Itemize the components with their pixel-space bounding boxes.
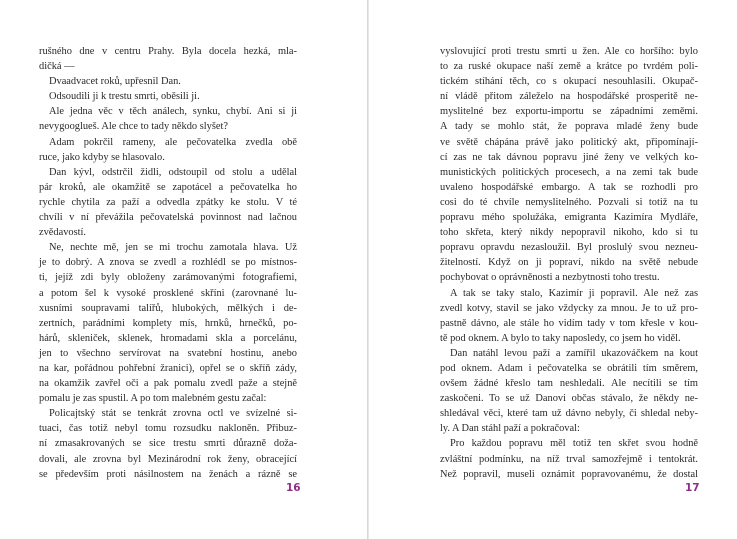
text-line: Policajtský stát se tenkrát zrovna octl ve svízelné si-: [49, 408, 297, 420]
text-line: zertních, parádními komplety mís, hrnků, hrnečků, po-: [39, 317, 297, 329]
text-line: Dvaadvacet roků, upřesnil Dan.: [49, 76, 181, 88]
text-line: munistických politických procesech, a na zemi tak bude: [440, 166, 698, 178]
text-line: shledával věci, které tam už dávno nebyly, či shledal neby-: [440, 408, 698, 420]
text-line: ovšem žádné křeslo tam neshledali. Ale necítili se tím: [440, 378, 698, 390]
text-line: na kar, pořádnou pohřební žranici), opřel se o skříň zády,: [39, 362, 297, 374]
text-line: A tak se taky stalo, Kazimír ji popravil. Ale než zas: [450, 287, 698, 299]
text-line: ly. A Dan stáhl paží a pokračoval:: [440, 423, 580, 435]
text-line: ní vládě přitom záleželo na hospodářské prosperitě ne-: [440, 91, 698, 103]
text-line: Pro každou popravu měl totiž ten skřet svou hodně: [450, 438, 698, 450]
text-line: tuaci, čas totiž nebyl tomu rozsudku nakloněn. Přibuz-: [39, 423, 297, 435]
text-line: popravu opravdu nezasloužil. Byl proslulý svou nezneu-: [440, 242, 698, 254]
text-line: A tady se mohlo stát, že poprava mladé ženy bude: [440, 121, 698, 133]
text-line: cí zas ne tak dávnou popravu jiné ženy ve velkých ko-: [440, 151, 698, 163]
left-page-number: 16: [286, 482, 301, 494]
text-line: tě pod oknem. A bylo to taky naposledy, co jsem ho viděl.: [440, 332, 681, 344]
text-line: vyslovující proti trestu smrti u žen. Ale co horšího: bylo: [440, 46, 698, 57]
text-line: pastně dávno, ale stále ho vidím tady v tom křesle v kou-: [440, 317, 698, 329]
text-line: ve světě chápána právě jako politický akt, připomínají-: [440, 136, 698, 148]
text-line: pomalu je zas spustil. A po tom malebném gestu začal:: [39, 393, 267, 405]
text-line: tickém stíhání těch, co s okupací nesouhlasili. Okupač-: [440, 76, 698, 88]
right-page-text: [440, 44, 698, 482]
text-line: dičká —: [39, 61, 75, 73]
text-line: zvláštní podmínku, na níž trval samozřejmě i tentokrát.: [440, 453, 698, 465]
text-line: pod oknem. Adam i pečovatelka se obrátili tím směrem,: [440, 362, 698, 374]
text-line: na okamžik zavřel oči a pak pomalu zvedl paže a stejně: [39, 378, 297, 390]
left-page-text: [39, 44, 297, 482]
text-line: Adam pokrčil rameny, ale pečovatelka zvedla obě: [49, 136, 297, 148]
text-line: rychle chytila za paží a odvedla zpátky ke stolu. V té: [39, 196, 297, 208]
text-line: toho skřeta, který nikdy nepopravil nikoho, kdo si tu: [440, 227, 698, 239]
text-line: Ale jedna věc v těch análech, synku, chybí. Ani si ji: [49, 106, 297, 118]
text-line: rušného dne v centru Prahy. Byla docela hezká, mla-: [39, 46, 297, 57]
text-line: chvíli v ní převážila pečovatelská povinnost nad lačnou: [39, 212, 297, 224]
left-page: [0, 0, 367, 539]
text-line: Než popravil, museli oznámit popravovanému, že dostal: [440, 468, 698, 480]
text-line: pochybovat o oprávněnosti a nezbytnosti toho trestu.: [440, 272, 660, 284]
text-line: zaskočeni. To se už Danovi občas stávalo, že někdy ne-: [440, 393, 698, 405]
text-line: zvedl kotvy, stavil se jako vždycky za mnou. Je to už pro-: [440, 302, 698, 314]
text-line: Ne, nechte mě, jen se mi trochu zamotala hlava. Už: [49, 242, 297, 254]
text-line: popravu mého spolužáka, emigranta Kazimíra Mydláře,: [440, 212, 698, 224]
text-line: jen to všechno servírovat na svatební hostinu, anebo: [39, 347, 297, 359]
text-line: Dan kývl, odstrčil židli, odstoupil od stolu a udělal: [49, 166, 297, 178]
text-line: hárů, skleniček, sklenek, hromadami skla a porcelánu,: [39, 332, 297, 344]
text-line: ruce, jako kdyby se hlasovalo.: [39, 151, 165, 163]
right-page: [369, 0, 737, 539]
text-line: je to dobrý. A znova se zvedl a rozhlédl se po místnos-: [39, 257, 297, 269]
text-line: xusními soupravami talířů, hlubokých, mělkých i de-: [39, 302, 297, 314]
text-line: zvědavostí.: [39, 227, 87, 239]
text-line: se především proti násilnostem na ženách a rázně se: [39, 468, 297, 480]
text-line: dovali, ale zrovna byl Mezinárodní rok ženy, obracející: [39, 453, 297, 465]
text-line: nevygooglueš. Ale chce to tady někdo slyšet?: [39, 121, 229, 133]
text-line: myslitelné bez exportu-importu se západními zeměmi.: [440, 106, 698, 118]
text-line: pár kroků, ale okamžitě se zapotácel a pečovatelka ho: [39, 181, 297, 193]
right-page-number: 17: [685, 482, 700, 494]
text-line: ti, jejíž zdi byly obloženy zarámovanými fotografiemi,: [39, 272, 297, 284]
text-line: a potom šel k vysoké prosklené skříni (zarovnané lu-: [39, 287, 297, 299]
text-line: ní zmasakrovaných se sice trestu smrti důrazně doža-: [39, 438, 297, 450]
text-line: to za ruské okupace naší země a krátce po tvrdém poli-: [440, 61, 698, 73]
text-line: žitelností. Když on ji popraví, nikdo na světě nebude: [440, 257, 698, 269]
text-line: uvaleno hospodářské embargo. A tak se rozhodli pro: [440, 181, 698, 193]
text-line: Odsoudili ji k trestu smrti, oběsili ji.: [49, 91, 200, 103]
text-line: Dan natáhl levou paží a zamířil ukazováčkem na kout: [450, 347, 698, 359]
text-line: cosi do té chvíle nemyslitelného. Pozvali si totiž na tu: [440, 196, 698, 208]
